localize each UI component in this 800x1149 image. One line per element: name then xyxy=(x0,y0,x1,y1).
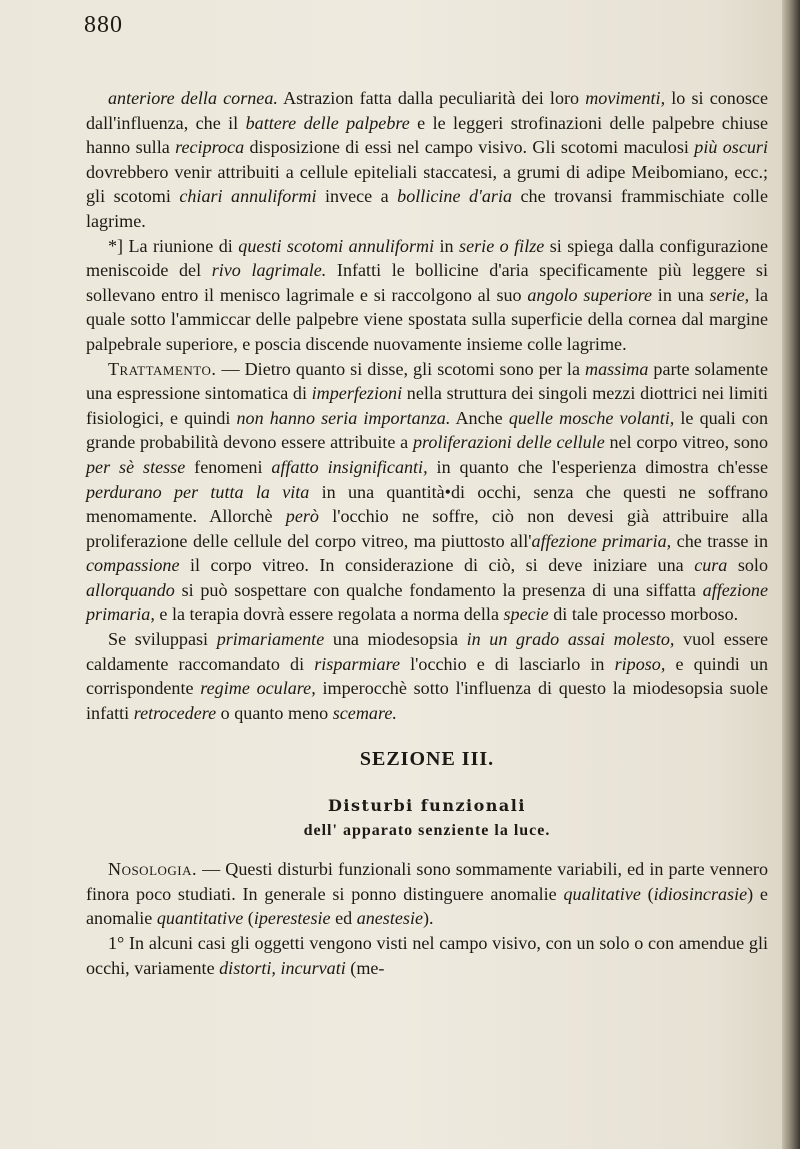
page-body xyxy=(86,86,768,980)
italic-run: cura xyxy=(694,555,728,576)
text-run: Se sviluppasi xyxy=(108,629,217,650)
text-run: lo si conosce dall'influenza, che il xyxy=(86,88,768,133)
page-number: 880 xyxy=(84,12,123,38)
italic-run: perdurano per tutta la vita xyxy=(86,481,310,502)
text-run: e quindi un corrispondente xyxy=(86,653,769,699)
text-run: disposizione di essi nel campo visivo. Gli scotomi maculosi xyxy=(244,137,695,158)
italic-run: angolo superiore xyxy=(527,284,653,305)
paragraph xyxy=(86,857,768,931)
text-run: dovrebbero venir attribuiti a cellule epiteliali staccatesi, a grumi di adipe Meibomiano, ecc.; gli scotomi xyxy=(86,161,768,207)
italic-run: però xyxy=(285,506,319,527)
italic-run: allorquando xyxy=(86,579,175,600)
text-run: ed xyxy=(330,908,357,929)
section-subheading: Disturbi funzionali xyxy=(328,796,526,816)
italic-run: battere delle palpebre xyxy=(245,112,410,133)
text-run: parte solamente una espressione sintomatica di xyxy=(86,358,768,404)
text-run: che trovansi frammischiate colle lagrime. xyxy=(86,186,768,231)
text-run: ( xyxy=(640,883,654,904)
italic-run: reciproca xyxy=(175,137,245,158)
text-run: nella struttura dei singoli mezzi diottrici nei limiti fisiologici, e quindi xyxy=(86,383,768,428)
text-run: solo xyxy=(727,555,769,576)
text-run: che trasse in xyxy=(671,530,769,551)
text-run: in una quantità•di occhi, senza che questi ne soffrano menomamente. Allorchè xyxy=(86,481,768,527)
text-run: ( xyxy=(243,908,254,929)
text-run: Infatti le bollicine d'aria specificamente più leggere si sollevano entro il menisco lagrimale e si raccolgono al suo xyxy=(86,260,768,305)
run-in-heading: Trattamento. xyxy=(108,358,217,379)
italic-run: specie xyxy=(503,604,549,625)
paragraph xyxy=(86,357,768,628)
text-run: l'occhio ne soffre, ciò non devesi già attribuire alla proliferazione delle cellule del corpo vitreo, ma piuttosto all' xyxy=(86,506,768,551)
text-run: *] La riunione di xyxy=(108,235,239,256)
text-run: nel corpo vitreo, sono xyxy=(604,432,768,453)
text-run: ) e anomalie xyxy=(86,883,768,929)
italic-run: risparmiare xyxy=(314,653,401,674)
text-run: in quanto che l'esperienza dimostra ch'esse xyxy=(427,456,769,477)
paragraph xyxy=(86,234,768,357)
italic-run: affatto insignificanti, xyxy=(271,456,428,477)
italic-run: distorti, incurvati xyxy=(219,957,346,978)
italic-run: quantitative xyxy=(156,908,244,929)
italic-run: affezione primaria, xyxy=(86,579,768,625)
text-run: vuol essere caldamente raccomandato di xyxy=(86,629,769,674)
text-run: l'occhio e di lasciarlo in xyxy=(400,653,615,674)
text-run: in xyxy=(434,235,460,256)
text-run: — Questi disturbi funzionali sono sommamente variabili, ed in parte vennero finora poco studiati. In generale si ponno distinguere anomalie xyxy=(86,859,768,904)
page-edge-shadow xyxy=(782,0,800,1149)
italic-run: per sè stesse xyxy=(86,456,186,477)
italic-run: qualitative xyxy=(563,883,641,904)
paragraph xyxy=(86,931,768,980)
text-run: imperocchè sotto l'influenza di questo la miodesopsia suole infatti xyxy=(86,678,768,723)
italic-run: in un grado assai molesto, xyxy=(466,629,675,650)
text-run: una miodesopsia xyxy=(324,629,467,650)
text-run: si spiega dalla configurazione meniscoide del xyxy=(86,235,768,281)
paragraph xyxy=(86,86,768,234)
italic-run: bollicine d'aria xyxy=(397,186,513,207)
italic-run: scemare. xyxy=(332,702,397,723)
text-run: in una xyxy=(652,284,710,305)
paragraph xyxy=(86,627,768,725)
text-run: ). xyxy=(423,908,434,929)
italic-run: regime oculare, xyxy=(200,678,316,699)
italic-run: anteriore della cornea. xyxy=(108,88,278,108)
italic-run: iperestesie xyxy=(253,908,331,929)
italic-run: chiari annuliformi xyxy=(179,186,317,207)
text-run: si può sospettare con qualche fondamento la presenza di una siffatta xyxy=(174,579,703,600)
text-run: e le leggeri strofinazioni delle palpebre chiuse hanno sulla xyxy=(86,112,769,158)
text-run: le quali con grande probabilità devono essere attribuite a xyxy=(86,407,768,453)
italic-run: affezione primaria, xyxy=(531,530,672,551)
italic-run: questi scotomi annuliformi xyxy=(238,235,435,256)
run-in-heading: Nosologia. xyxy=(108,859,198,880)
italic-run: rivo lagrimale. xyxy=(211,260,327,281)
italic-run: quelle mosche volanti, xyxy=(508,407,675,428)
text-run: la quale sotto l'ammiccar delle palpebre viene spostata sulla superficie della cornea dal margine palpebrale superiore, e poscia discende nuovamente insieme colle lagrime. xyxy=(86,284,769,354)
italic-run: imperfezioni xyxy=(311,383,403,404)
italic-run: anestesie xyxy=(356,908,424,929)
italic-run: più oscuri xyxy=(694,137,768,158)
text-run: Anche xyxy=(450,407,509,428)
text-run: 1° In alcuni casi gli oggetti vengono visti nel campo visivo, con un solo o con amendue gli occhi, variamente xyxy=(86,933,768,978)
italic-run: serie o filze xyxy=(459,235,545,256)
text-run: il corpo vitreo. In considerazione di ciò, si deve iniziare una xyxy=(179,555,695,576)
text-run: Astrazion fatta dalla peculiarità dei loro xyxy=(277,88,586,108)
italic-run: primariamente xyxy=(216,629,325,650)
italic-run: riposo, xyxy=(614,653,666,674)
italic-run: compassione xyxy=(86,555,180,576)
italic-run: massima xyxy=(585,358,649,379)
text-run: fenomeni xyxy=(185,456,272,477)
italic-run: retrocedere xyxy=(133,702,217,723)
italic-run: idiosincrasie xyxy=(653,883,748,904)
italic-run: movimenti, xyxy=(585,88,666,108)
text-run: — Dietro quanto si disse, gli scotomi sono per la xyxy=(216,358,586,379)
section-subheading: dell' apparato senziente la luce. xyxy=(303,821,551,839)
section-heading: SEZIONE III. xyxy=(359,748,495,771)
text-run: e la terapia dovrà essere regolata a norma della xyxy=(154,604,504,625)
italic-run: non hanno seria importanza. xyxy=(236,407,451,428)
italic-run: proliferazioni delle cellule xyxy=(412,432,605,453)
text-run: o quanto meno xyxy=(216,702,333,723)
italic-run: serie, xyxy=(709,284,750,305)
text-run: invece a xyxy=(316,186,398,207)
text-run: di tale processo morboso. xyxy=(548,604,739,625)
text-run: (me- xyxy=(345,957,385,978)
